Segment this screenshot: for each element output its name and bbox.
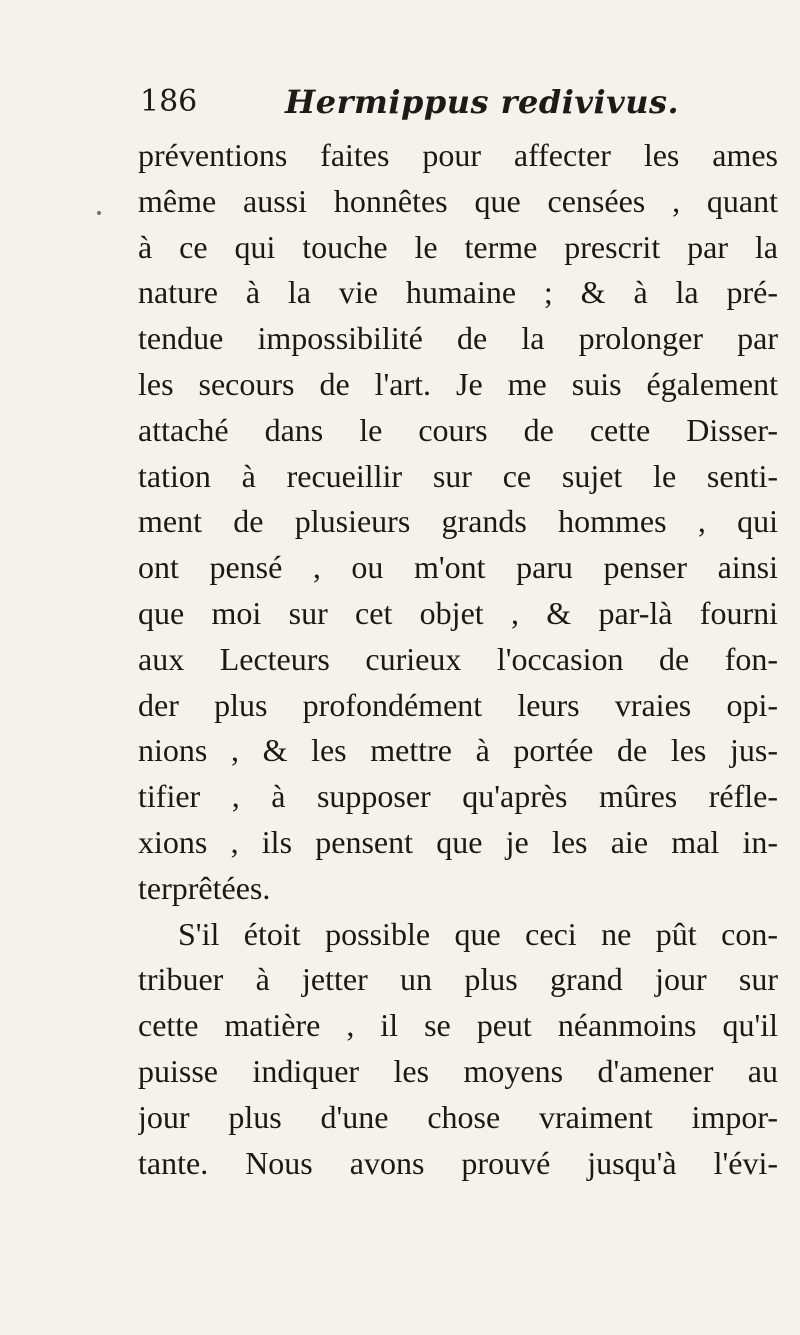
text-line-9: ment de plusieurs grands hommes , qui bbox=[138, 503, 778, 540]
text-line-4: nature à la vie humaine ; & à la pré- bbox=[138, 274, 778, 311]
running-title: Hermippus redivivus. bbox=[285, 83, 680, 121]
text-line-7: attaché dans le cours de cette Disser- bbox=[138, 411, 778, 448]
text-line-16: xions , ils pensent que je les aie mal in- bbox=[138, 823, 778, 860]
text-line-19: tribuer à jetter un plus grand jour sur bbox=[138, 961, 778, 998]
page-header bbox=[140, 82, 720, 126]
text-line-23: tante. Nous avons prouvé jusqu'à l'évi- bbox=[138, 1144, 778, 1181]
text-line-2: même aussi honnêtes que censées , quant bbox=[138, 182, 778, 219]
text-line-11: que moi sur cet objet , & par-là fourni bbox=[138, 594, 778, 631]
text-line-18: S'il étoit possible que ceci ne pût con- bbox=[178, 915, 778, 952]
text-line-15: tifier , à supposer qu'après mûres réfle- bbox=[138, 778, 778, 815]
page-number: 186 bbox=[140, 84, 198, 119]
text-line-17: terprêtées. bbox=[138, 869, 271, 906]
text-line-8: tation à recueillir sur ce sujet le senti- bbox=[138, 457, 778, 494]
text-line-20: cette matière , il se peut néanmoins qu'il bbox=[138, 1007, 778, 1044]
body-text bbox=[138, 133, 778, 1186]
text-line-5: tendue impossibilité de la prolonger par bbox=[138, 320, 778, 357]
text-line-1: préventions faites pour affecter les ames bbox=[138, 137, 778, 173]
ink-speck bbox=[97, 211, 101, 215]
text-line-6: les secours de l'art. Je me suis également bbox=[138, 365, 778, 402]
text-line-22: jour plus d'une chose vraiment impor- bbox=[138, 1098, 778, 1135]
text-line-3: à ce qui touche le terme prescrit par la bbox=[138, 228, 778, 265]
text-line-14: nions , & les mettre à portée de les jus- bbox=[138, 732, 778, 769]
text-line-13: der plus profondément leurs vraies opi- bbox=[138, 686, 778, 723]
text-line-10: ont pensé , ou m'ont paru penser ainsi bbox=[138, 549, 778, 586]
text-line-12: aux Lecteurs curieux l'occasion de fon- bbox=[138, 640, 778, 677]
text-line-21: puisse indiquer les moyens d'amener au bbox=[138, 1052, 778, 1089]
